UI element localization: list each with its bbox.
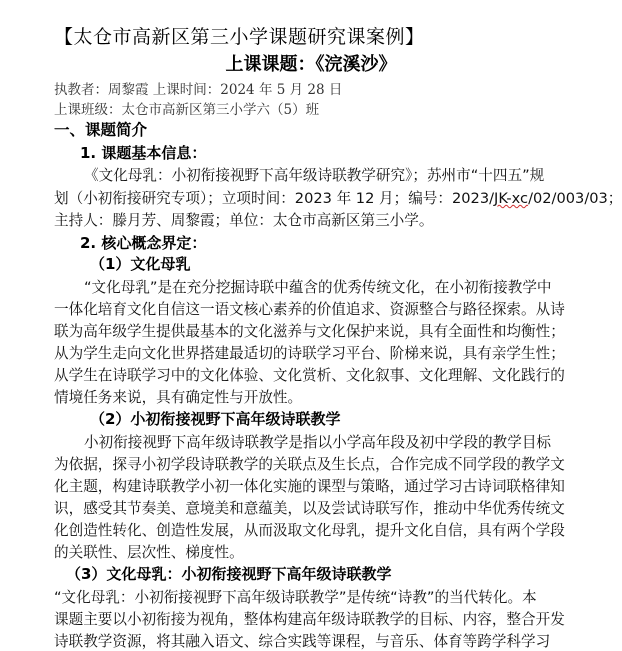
spellcheck-underline: JK-xc [494,190,529,207]
paragraph-line: “文化母乳：小初衔接视野下高年级诗联教学”是传统“诗教”的当代转化。本 [54,589,537,606]
paragraph-line: 课题主要以小初衔接为视角，整体构建高年级诗联教学的目标、内容，整合开发 [54,611,565,628]
paragraph-line: 一体化培育文化自信这一语文核心素养的价值追求、资源整合与路径探索。从诗 [54,301,565,318]
item-heading-basic-info: 1. 课题基本信息： [80,144,207,162]
paragraph-line: 主持人：滕月芳、周黎霞；单位：太仓市高新区第三小学。 [54,212,434,229]
paragraph-line: 从为学生走向文化世界搭建最适切的诗联学习平台、阶梯来说，具有亲学生性； [54,345,565,362]
paragraph-line: 情境任务来说，具有确定性与开放性。 [54,389,303,406]
paragraph-line: 化创造性转化、创造性发展，从而汲取文化母乳，提升文化自信，具有两个学段 [54,522,565,539]
lesson-title: 上课课题：《浣溪沙》 [225,54,397,75]
paragraph-line: “文化母乳”是在充分挖掘诗联中蕴含的优秀传统文化，在小初衔接教学中 [84,279,552,296]
paragraph-line: 划（小初衔接研究专项）；立项时间：2023 年 12 月；编号：2023/JK-xc/02/003/03； [54,190,622,207]
teacher-line: 执教者：周黎霞 上课时间：2024 年 5 月 28 日 [54,82,343,98]
paragraph-line: 诗联教学资源，将其融入语文、综合实践等课程，与音乐、体育等跨学科学习 [54,633,551,650]
paragraph-line: 从学生在诗联学习中的文化体验、文化赏析、文化叙事、文化理解、文化践行的 [54,367,565,384]
item-heading-core-concepts: 2. 核心概念界定： [80,234,207,252]
document-title: 【太仓市高新区第三小学课题研究课案例】 [54,26,425,48]
class-line: 上课班级：太仓市高新区第三小学六（5）班 [54,102,320,118]
paragraph-line: 联为高年级学生提供最基本的文化滋养与文化保护来说，具有全面性和均衡性； [54,323,565,340]
paragraph-line: 《文化母乳：小初衔接视野下高年级诗联教学研究》；苏州市“十四五”规 [84,167,545,184]
subheading-combined: （3）文化母乳：小初衔接视野下高年级诗联教学 [66,565,392,583]
paragraph-line: 的关联性、层次性、梯度性。 [54,544,244,561]
paragraph-line: 化主题，构建诗联教学小初一体化实施的课型与策略，通过学习古诗词联格律知 [54,478,565,495]
paragraph-line: 为依据，探寻小初学段诗联教学的关联点及生长点，合作完成不同学段的教学文 [54,456,565,473]
subheading-culture-milk: （1）文化母乳 [90,255,191,273]
subheading-transition-teaching: （2）小初衔接视野下高年级诗联教学 [90,410,341,428]
paragraph-line: 小初衔接视野下高年级诗联教学是指以小学高年段及初中学段的教学目标 [84,434,552,451]
paragraph-line: 识，感受其节奏美、意境美和意蕴美，以及尝试诗联写作，推动中华优秀传统文 [54,500,565,517]
section-heading: 一、课题简介 [54,121,148,139]
